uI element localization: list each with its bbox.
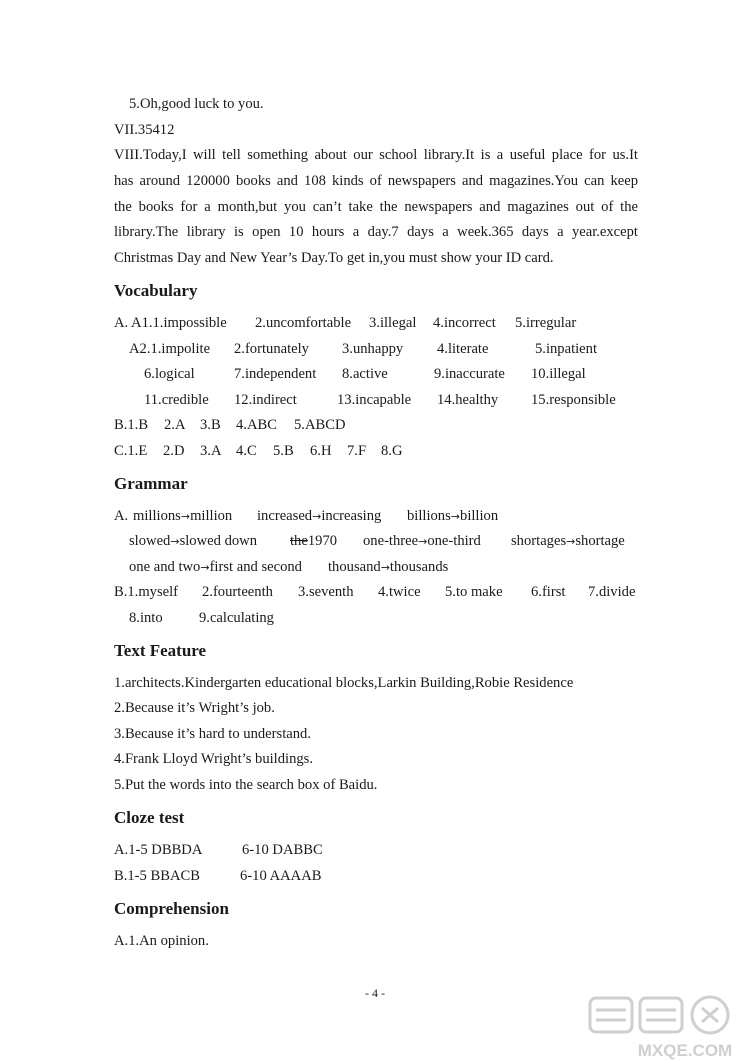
answer-item: 2.uncomfortable	[255, 315, 352, 331]
answer-item: slowed→slowed down	[129, 533, 258, 549]
paragraph-line: the books for a month,but you can’t take the newspapers and magazines out of the	[114, 199, 638, 215]
answer-item: 8.G	[381, 443, 403, 459]
arrow-icon: →	[170, 535, 180, 548]
answer-item: 8.active	[342, 366, 388, 382]
page-number: - 4 -	[365, 986, 385, 1000]
arrow-icon: →	[180, 510, 191, 523]
answer-item: 2.D	[163, 443, 185, 459]
answer-item: billions→billion	[407, 508, 499, 524]
answer-line: 5.Oh,good luck to you.	[129, 96, 264, 112]
answer-item: one-three→one-third	[363, 533, 481, 549]
answer-line: VII.35412	[114, 122, 175, 138]
arrow-icon: →	[312, 510, 322, 523]
answer-item: 2.fourteenth	[202, 584, 273, 600]
answer-item: 2.A	[164, 417, 186, 433]
answer-item: 4.ABC	[236, 417, 277, 433]
answer-line: 2.Because it’s Wright’s job.	[114, 700, 275, 716]
section-heading-grammar: Grammar	[114, 474, 188, 493]
answer-item: the1970	[290, 533, 338, 549]
answer-item: 5.inpatient	[535, 341, 598, 357]
arrow-icon: →	[450, 510, 461, 523]
answer-item: 6.first	[531, 584, 566, 600]
answer-item: 6.H	[310, 443, 332, 459]
paragraph-line: Christmas Day and New Year’s Day.To get in,you must show your ID card.	[114, 250, 554, 266]
answer-item: increased→increasing	[257, 508, 382, 524]
answer-item: 9.inaccurate	[434, 366, 505, 382]
answer-item: 3.A	[200, 443, 222, 459]
answer-item: 7.divide	[588, 584, 636, 600]
answer-line: 5.Put the words into the search box of Baidu.	[114, 777, 378, 793]
answer-item: shortages→shortage	[511, 533, 625, 549]
answer-item: 12.indirect	[234, 392, 297, 408]
answer-item: 5.irregular	[515, 315, 577, 331]
answer-item: 5.ABCD	[294, 417, 346, 433]
answer-line: A.1.An opinion.	[114, 933, 209, 949]
answer-item: millions→million	[133, 508, 233, 524]
answer-item: one and two→first and second	[129, 559, 302, 575]
answer-item: A2.1.impolite	[129, 341, 211, 357]
arrow-icon: →	[418, 535, 428, 548]
section-heading-vocabulary: Vocabulary	[114, 281, 198, 300]
answer-item: 6-10 DABBC	[242, 842, 323, 858]
answer-item: 14.healthy	[437, 392, 499, 408]
section-heading-text-feature: Text Feature	[114, 641, 207, 660]
answer-item: 13.incapable	[337, 392, 412, 408]
paragraph-line: VIII.Today,I will tell something about our school library.It is a useful place for us.It	[114, 147, 638, 163]
answer-item: 8.into	[129, 610, 163, 626]
answer-item: B.1.myself	[114, 584, 179, 600]
answer-item: 3.B	[200, 417, 221, 433]
answer-item: 6-10 AAAAB	[240, 868, 322, 884]
answer-item: 4.twice	[378, 584, 421, 600]
answer-item: 4.incorrect	[433, 315, 496, 331]
watermark-text: MXQE.COM	[637, 1041, 733, 1060]
paragraph-line: library.The library is open 10 hours a day.7 days a week.365 days a year.except	[114, 224, 638, 240]
answer-item: 9.calculating	[199, 610, 274, 626]
arrow-icon: →	[380, 561, 390, 574]
answer-item: 5.B	[273, 443, 294, 459]
answer-item: 3.seventh	[298, 584, 354, 600]
section-heading-comprehension: Comprehension	[114, 899, 229, 918]
answer-item: 3.illegal	[369, 315, 417, 331]
answer-item: C.1.E	[114, 443, 148, 459]
answer-item: 7.F	[347, 443, 367, 459]
answer-line: 1.architects.Kindergarten educational blocks,Larkin Building,Robie Residence	[114, 675, 574, 691]
answer-item: 4.C	[236, 443, 257, 459]
answer-line: 4.Frank Lloyd Wright’s buildings.	[114, 751, 313, 767]
section-heading-cloze: Cloze test	[114, 808, 185, 827]
answer-item: 7.independent	[234, 366, 317, 382]
answer-item: thousand→thousands	[328, 559, 449, 575]
site-watermark-logo	[540, 990, 750, 1061]
paragraph-line: has around 120000 books and 108 kinds of newspapers and magazines.You can keep	[114, 173, 638, 189]
answer-item: 5.to make	[445, 584, 503, 600]
answer-item: A.	[114, 508, 129, 524]
answer-item: 4.literate	[437, 341, 489, 357]
answer-item: 3.unhappy	[342, 341, 404, 357]
answer-item: B.1.B	[114, 417, 149, 433]
answer-item: A. A1.1.impossible	[114, 315, 227, 331]
answer-line: 3.Because it’s hard to understand.	[114, 726, 311, 742]
arrow-icon: →	[200, 561, 210, 574]
answer-item: 10.illegal	[531, 366, 586, 382]
arrow-icon: →	[566, 535, 576, 548]
answer-item: 6.logical	[144, 366, 195, 382]
answer-item: B.1-5 BBACB	[114, 868, 200, 884]
answer-item: 11.credible	[144, 392, 209, 408]
answer-item: A.1-5 DBBDA	[114, 842, 203, 858]
answer-item: 15.responsible	[531, 392, 616, 408]
answer-item: 2.fortunately	[234, 341, 309, 357]
